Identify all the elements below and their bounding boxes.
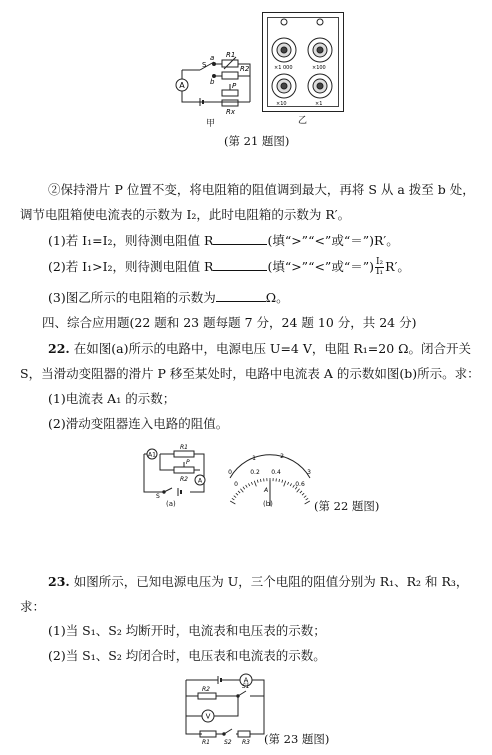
meter-tick [302,493,304,495]
problem23-q1: (1)当 S₁、S₂ 均断开时，电流表和电压表的示数； [48,623,326,638]
svg-text:A: A [243,676,249,685]
svg-text:0.4: 0.4 [271,469,281,476]
problem23-q2: (2)当 S₁、S₂ 均闭合时，电压表和电流表的示数。 [48,648,326,663]
answer-blank[interactable] [216,289,266,302]
svg-text:×10: ×10 [276,101,287,107]
svg-text:0: 0 [228,469,232,476]
svg-text:0.6: 0.6 [295,481,305,488]
meter-tick [240,489,243,492]
meter-tick [238,491,240,493]
meter-tick [254,481,256,487]
meter-tick [232,498,234,500]
fig21-A-label: A [179,81,185,90]
svg-text:×1: ×1 [315,101,323,107]
fig23-circuit [180,672,270,746]
svg-text:R2: R2 [240,65,250,73]
meter-tick [300,491,302,493]
q21-part2: (2)若 I₁>I₂，则待测电阻值 R (填“>”“<”或“＝”) $\frac{\text{I₂}}{\text{I₁}}$ R′。 [48,257,410,277]
step2-line2: 调节电阻箱使电流表的示数为 I₂，此时电阻箱的示数为 R′。 [20,207,351,222]
svg-text:R1: R1 [226,51,236,59]
step2-line1: ②保持滑片 P 位置不变，将电阻箱的阻值调到最大，再将 S 从 a 拨至 b 处， [48,182,475,197]
meter-tick [284,481,286,487]
resistance-box-knobs [262,12,342,112]
svg-text:V: V [205,712,211,721]
svg-text:S1: S1 [242,683,250,690]
svg-text:1: 1 [252,455,256,462]
problem22-q2: (2)滑动变阻器连入电路的阻值。 [48,416,229,431]
meter-tick [243,487,245,489]
current-ratio-fraction: $\frac{\text{I₂}}{\text{I₁}}$ [375,257,384,277]
svg-text:Rx: Rx [226,108,236,116]
fig22b-ammeter-dial [220,448,320,508]
fig22-label-b: (b) [263,500,273,508]
meter-tick [260,479,261,482]
svg-text:R2: R2 [202,686,210,693]
fig21-label-yi: 乙 [298,116,308,126]
svg-text:b: b [210,78,215,86]
svg-text:3: 3 [307,469,311,476]
meter-tick [257,480,258,483]
svg-text:A: A [197,477,203,485]
problem22-line2: S，当滑动变阻器的滑片 P 移至某处时，电路中电流表 A 的示数如图(b)所示。求： [20,366,480,381]
svg-text:S: S [156,493,160,500]
svg-text:×100: ×100 [312,65,326,71]
meter-tick [246,485,248,488]
svg-text:R2: R2 [180,476,188,483]
svg-text:a: a [210,54,215,62]
fig21-label-jia: 甲 [206,119,216,129]
meter-tick [287,482,288,485]
problem22-q1: (1)电流表 A₁ 的示数； [48,391,176,406]
fig22-caption: (第 22 题图) [314,499,380,513]
svg-text:S2: S2 [224,739,232,746]
svg-text:2: 2 [280,453,284,460]
problem23-line1: 23. 如图所示，已知电源电压为 U，三个电阻的阻值分别为 R₁、R₂ 和 R₃， [48,574,469,589]
section-heading: 四、综合应用题(22 题和 23 题每题 7 分，24 题 10 分，共 24 分) [42,315,417,330]
svg-text:R1: R1 [202,739,210,746]
meter-tick [297,489,300,492]
meter-tick [304,496,306,498]
q21-part3: (3)图乙所示的电阻箱的示数为 Ω。 [48,290,289,305]
meter-tick [234,496,236,498]
svg-text:S: S [202,61,207,69]
meter-tick [293,485,295,488]
meter-tick [236,493,238,495]
fig21-caption: (第 21 题图) [224,134,290,148]
svg-text:A: A [264,487,269,494]
meter-tick [248,483,249,486]
q21-part1: (1)若 I₁=I₂，则待测电阻值 R (填“>”“<”或“＝”)R′。 [48,233,399,248]
svg-text:×1 000: ×1 000 [274,65,293,71]
fig23-caption: (第 23 题图) [264,732,330,746]
meter-tick [306,498,308,500]
svg-text:0.2: 0.2 [250,469,260,476]
svg-text:P: P [186,459,190,466]
meter-tick [230,501,235,504]
svg-text:A1: A1 [148,451,156,459]
meter-tick [251,482,252,485]
svg-text:R3: R3 [242,739,250,746]
fig22-label-a: (a) [166,500,176,508]
meter-tick [290,483,291,486]
meter-tick [282,480,283,483]
meter-tick [279,479,280,482]
svg-text:R1: R1 [180,444,188,451]
answer-blank[interactable] [213,258,267,271]
svg-text:P: P [232,82,237,90]
problem22-line1: 22. 在如图(a)所示的电路中，电源电压 U=4 V，电阻 R₁=20 Ω。闭合开关 [48,341,471,356]
answer-blank[interactable] [213,232,267,245]
problem23-line2: 求： [20,599,46,614]
fig21-circuit-jia [170,40,270,130]
meter-tick [305,501,310,504]
svg-text:0: 0 [234,481,238,488]
